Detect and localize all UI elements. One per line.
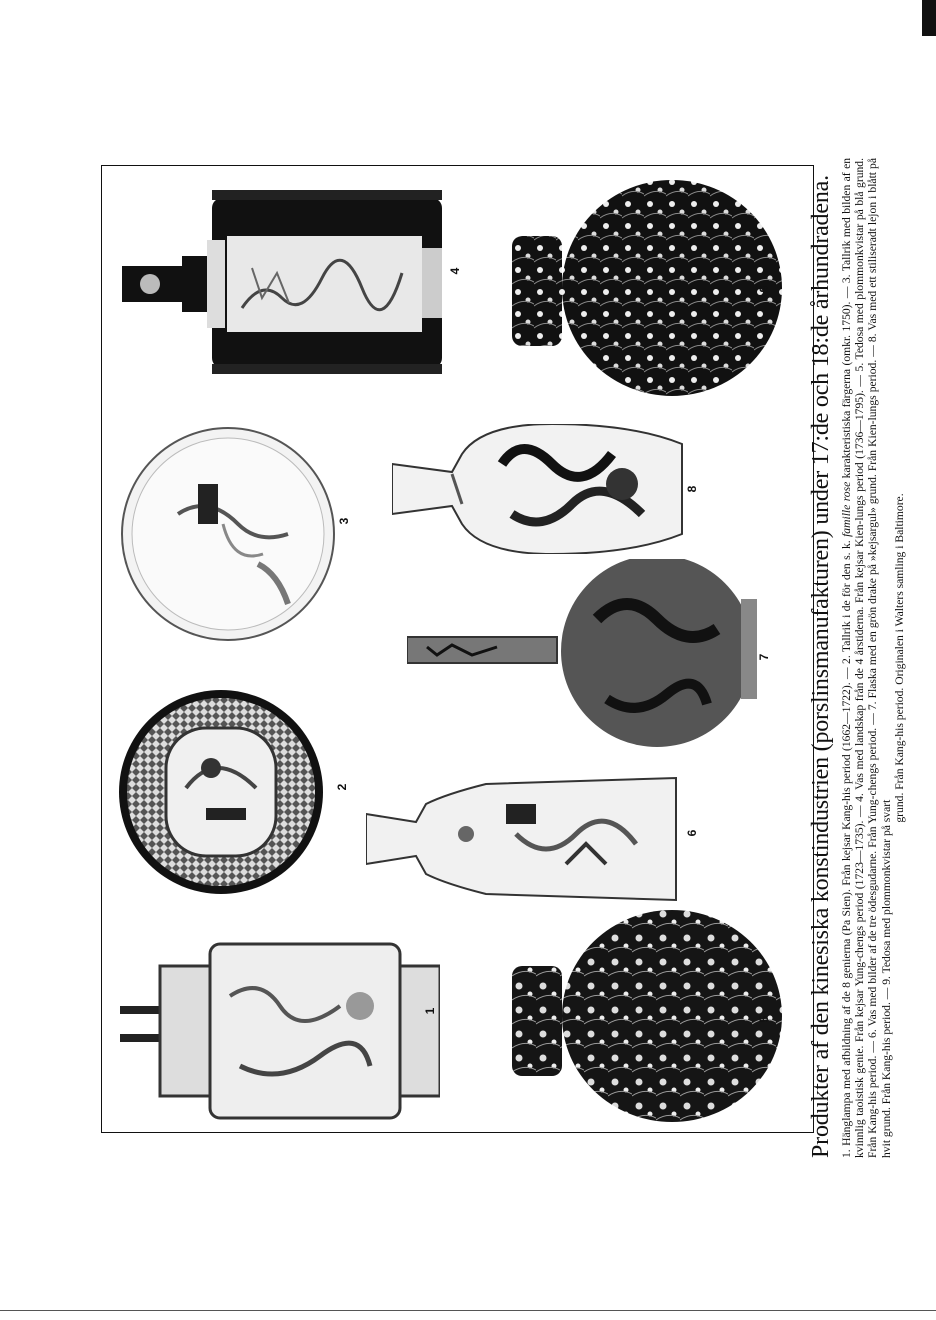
caption-line-5: Kien-lungs period. — 8. Vas med ett stiliseradt lejon i blått på hvit grund. Från Kang-his period. — 9. Tedosa med plommonkvistar på svart: [866, 158, 893, 1158]
plate-number-9: 9: [757, 285, 771, 293]
caption-line-6: grund. Från Kang-his period. Originalen i Walters samling i Baltimore.: [892, 493, 906, 823]
plate-item-lamp-1: [120, 936, 440, 1126]
caption-block: [808, 158, 916, 1158]
plate-number-3: 3: [337, 517, 351, 525]
caption-line-1-italic: famille rose: [840, 481, 853, 537]
plate-item-plate-2: [116, 688, 326, 896]
plate-number-1: 1: [423, 1007, 437, 1015]
plate-number-2: 2: [335, 783, 349, 791]
plate-item-vase-4: [112, 188, 462, 378]
plate-item-vase-6: [366, 764, 686, 914]
plate-item-caddy-5: [512, 906, 782, 1126]
caption-line-3: 4. Vas med landskap från de 4 årstiderna. Från kejsar Kien-lungs period (1736—1795). — 5. Tedosa med plommonkvistar på blå grund. Från: [853, 157, 880, 1158]
corner-mark-top-right: [922, 0, 936, 36]
corner-mark-bottom-left: [0, 1310, 936, 1311]
plate-item-caddy-9: [512, 176, 782, 401]
plate-item-vase-8: [392, 424, 692, 554]
caption-body: [840, 158, 906, 1158]
plate-item-bottle-7: [407, 559, 757, 759]
caption-line-4: Kang-his period. — 6. Vas med bilder af de tre ödesgudarne. Från Yung-chengs period. — 7. Flaska med en grön drake på »kejsargul» grund. Från: [866, 449, 880, 1134]
plate-number-7: 7: [757, 653, 771, 661]
caption-line-2: karakteristiska färgerna (omkr. 1750). — 3. Tallrik med bilden af en kvinnlig taoistisk genie. Från kejsar Yung-chengs period (1723—1735). —: [840, 157, 867, 1158]
plate-item-plate-3: [118, 424, 338, 644]
caption-title: Produkter af den kinesiska konstindustrien (porslinsmanufakturen) under 17:de och 18:de århundradena.: [808, 175, 834, 1158]
plate-number-4: 4: [448, 267, 462, 275]
plate-frame: [101, 165, 814, 1133]
plate-number-6: 6: [685, 829, 699, 837]
caption-line-1: 1. Hänglampa med afbildning af de 8 genierna (Pa Sien). Från kejsar Kang-his period (1662—1722). — 2. Tallrik i de för den s. k.: [840, 540, 853, 1158]
plate-number-8: 8: [685, 485, 699, 493]
plate-number-5: 5: [757, 1015, 771, 1023]
